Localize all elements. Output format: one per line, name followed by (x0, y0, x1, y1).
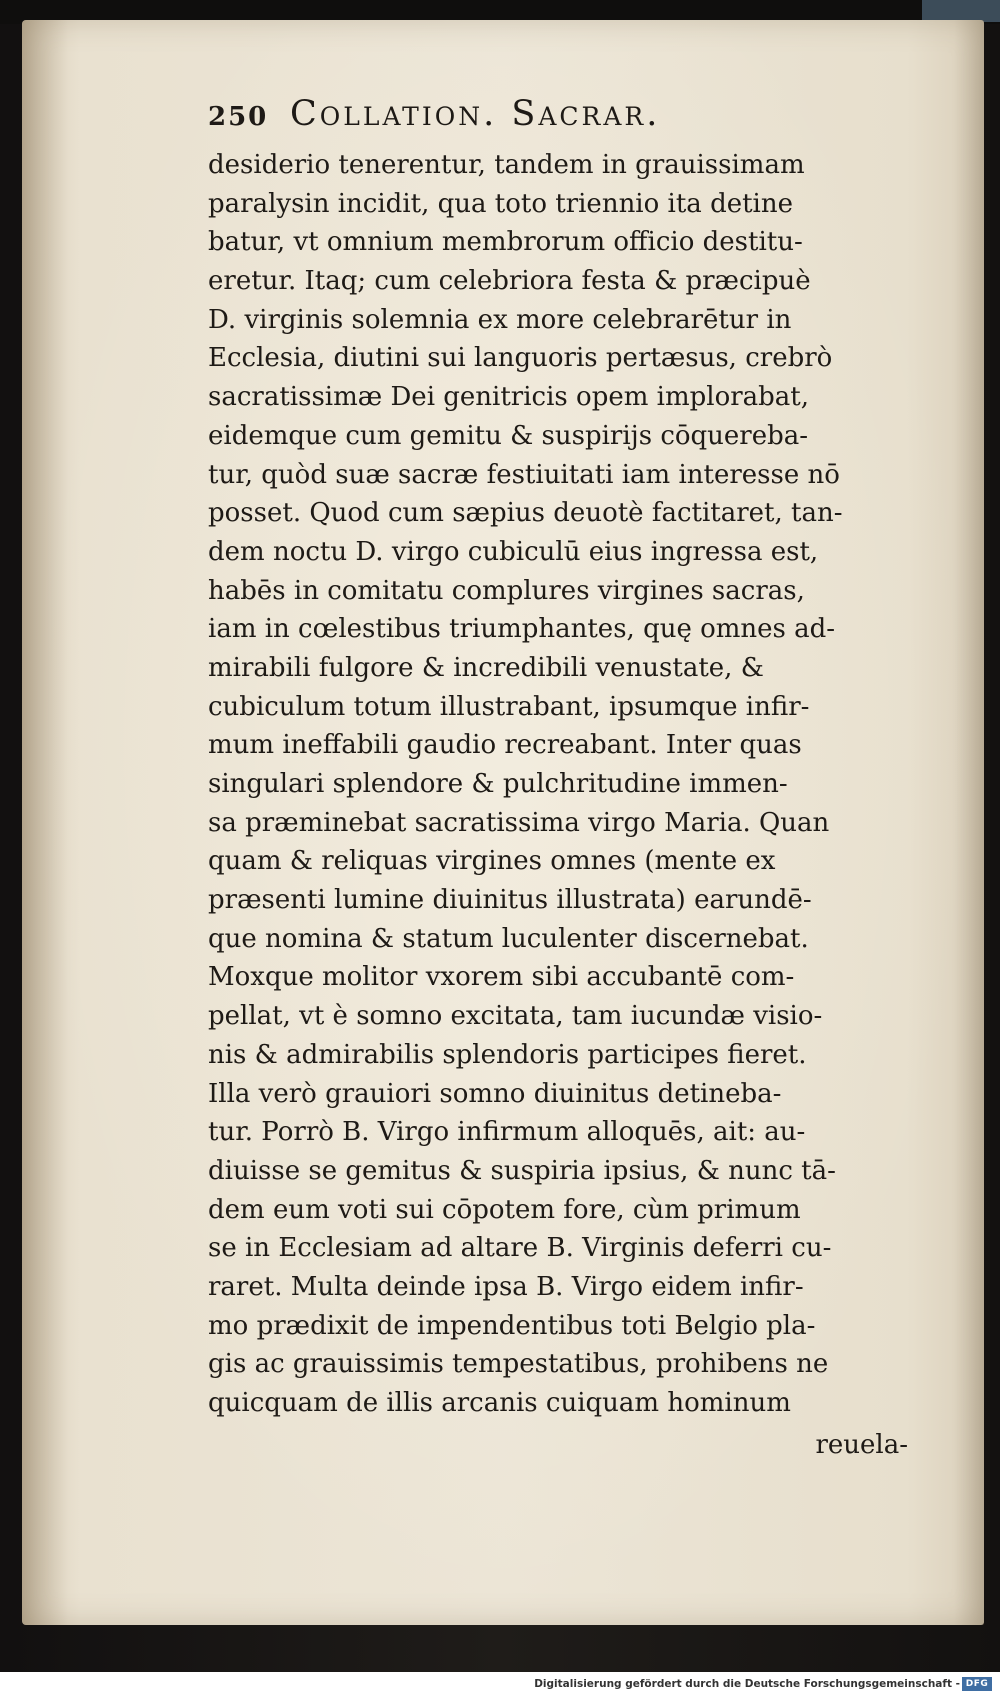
text-line: desiderio tenerentur, tandem in grauissimam (208, 150, 805, 180)
text-line: singulari splendore & pulchritudine immen- (208, 769, 788, 799)
running-head (208, 94, 908, 146)
digitization-footer (0, 1672, 1000, 1698)
page-edge-shadow (954, 20, 984, 1625)
text-line: habēs in comitatu complures virgines sacras, (208, 575, 805, 606)
text-line: D. virginis solemnia ex more celebrarētur in (208, 304, 792, 335)
spine-shadow (22, 20, 68, 1625)
text-line: mo prædixit de impendentibus toti Belgio pla- (208, 1310, 816, 1341)
text-line: eidemque cum gemitu & suspirijs cōquereba- (208, 420, 809, 451)
text-line: batur, vt omnium membrorum officio destitu- (208, 227, 803, 258)
text-line: tur, quòd suæ sacræ festiuitati iam interesse nō (208, 459, 840, 490)
text-line: mirabili fulgore & incredibili venustate, & (208, 652, 764, 683)
running-title: Collation. Sacrar. (290, 94, 661, 134)
text-line: raret. Multa deinde ipsa B. Virgo eidem infir- (208, 1271, 804, 1302)
funding-credit: Digitalisierung gefördert durch die Deutsche Forschungsgemeinschaft - (534, 1678, 960, 1690)
text-line: gis ac grauissimis tempestatibus, prohibens ne (208, 1349, 829, 1380)
text-line: eretur. Itaq; cum celebriora festa & præcipuè (208, 266, 811, 297)
text-line: sa præminebat sacratissima virgo Maria. Quan (208, 807, 830, 838)
text-line: pellat, vt è somno excitata, tam iucundæ visio- (208, 1001, 823, 1032)
page-number: 250 (208, 102, 269, 132)
text-line: quam & reliquas virgines omnes (mente ex (208, 846, 776, 877)
text-line: diuisse se gemitus & suspiria ipsius, & nunc tā- (208, 1155, 836, 1186)
text-line: dem eum voti sui cōpotem fore, cùm primum (208, 1194, 801, 1225)
text-line: Illa verò grauiori somno diuinitus detineba- (208, 1078, 782, 1109)
book-page (22, 20, 984, 1625)
catchword: reuela- (815, 1429, 908, 1460)
text-line: posset. Quod cum sæpius deuotè factitaret, tan- (208, 498, 843, 529)
dfg-logo: DFG (962, 1677, 992, 1691)
text-line: que nomina & statum luculenter discernebat. (208, 923, 809, 954)
text-line: præsenti lumine diuinitus illustrata) earundē- (208, 885, 812, 916)
text-block (208, 94, 908, 1465)
text-line: Ecclesia, diutini sui languoris pertæsus, crebrò (208, 343, 833, 374)
text-line: sacratissimæ Dei genitricis opem implorabat, (208, 382, 810, 413)
text-line: Moxque molitor vxorem sibi accubantē com- (208, 962, 795, 993)
text-line: paralysin incidit, qua toto triennio ita detine (208, 188, 793, 219)
book-cover-edge (922, 0, 1000, 22)
text-line: mum ineffabili gaudio recreabant. Inter quas (208, 730, 802, 761)
text-line: cubiculum totum illustrabant, ipsumque infir- (208, 691, 810, 722)
text-line: quicquam de illis arcanis cuiquam hominum (208, 1388, 791, 1418)
body-text (208, 146, 908, 1423)
text-line: dem noctu D. virgo cubiculū eius ingressa est, (208, 536, 819, 567)
text-line: tur. Porrò B. Virgo infirmum alloquēs, ait: au- (208, 1117, 806, 1148)
text-line: nis & admirabilis splendoris participes fieret. (208, 1039, 807, 1070)
text-line: iam in cœlestibus triumphantes, quę omnes ad- (208, 614, 836, 645)
text-line: se in Ecclesiam ad altare B. Virginis deferri cu- (208, 1233, 832, 1264)
